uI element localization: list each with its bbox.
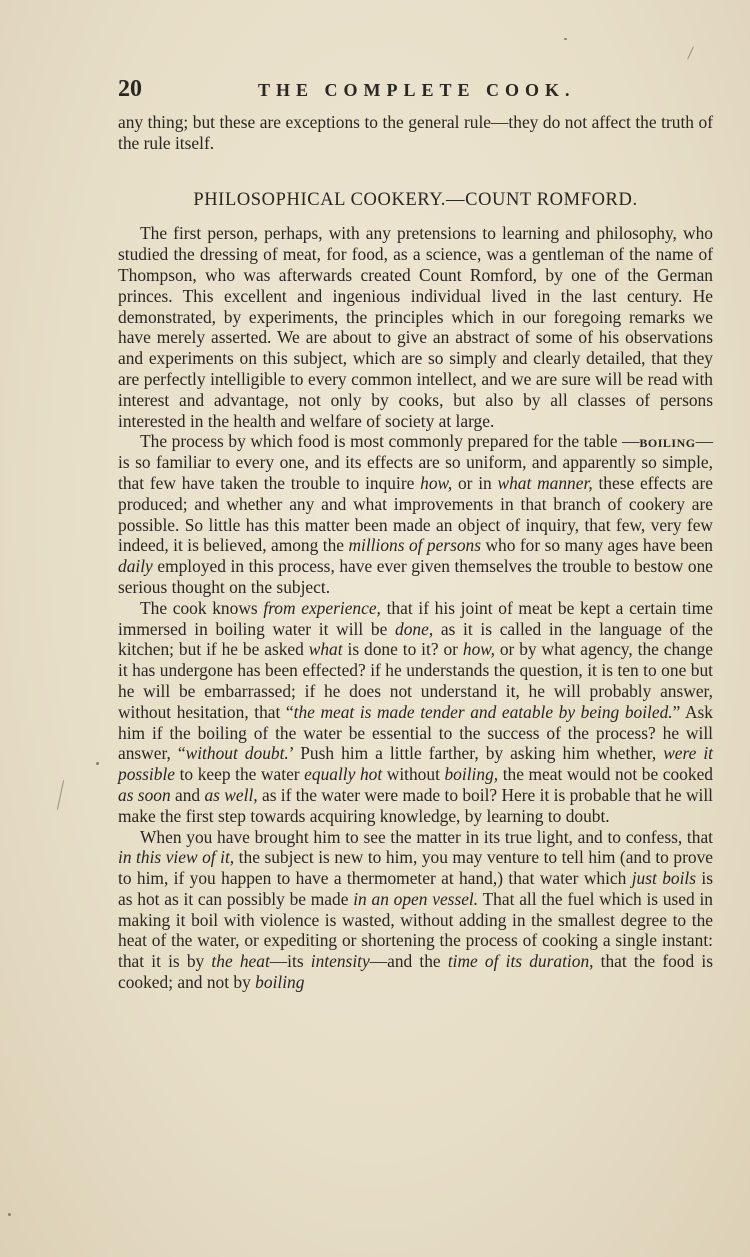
italic-term: what manner, (497, 472, 593, 493)
text-run: to keep the water (175, 764, 305, 785)
paragraph-boiling-process (118, 431, 713, 597)
italic-term: equally hot (304, 764, 383, 785)
paper-speck (96, 762, 99, 765)
text-run: That all the fuel which is used in making it boil with violence is wasted, without adding in the smallest degree to the heat of the water, or expediting or shortening the process of cooking a single instant: that it is by (118, 888, 713, 972)
italic-term: time of its duration, (447, 951, 594, 972)
text-run: ” Ask him if the boiling of the water be essential to the success of the process? he will answer, “ (118, 701, 713, 764)
text-run: employed in this process, have ever given themselves the trouble to bestow one serious thought on the subject. (118, 556, 713, 597)
italic-term: intensity (310, 951, 370, 972)
text-run: or by what agency, the change it has undergone has been effected? if he understands the question, it is ten to one but he will be embarrassed; if he does not understand it, he will probably answer, without hesitation, that “ (118, 639, 714, 722)
text-run: that the food is cooked; and not by (118, 951, 713, 993)
italic-term: the meat is made tender and eatable by being boiled. (293, 701, 673, 722)
text-run: as it is called in the language of the kitchen; but if he be asked (118, 618, 713, 660)
italic-term: from experience, (263, 597, 381, 618)
paper-hairline (687, 46, 694, 59)
text-run: without (382, 764, 445, 785)
italic-term: done, (395, 618, 434, 639)
italic-term: as well, (204, 784, 258, 805)
text-run: ’ Push him a little farther, by asking him whether, (288, 743, 664, 764)
italic-term: in this view of it, (118, 847, 235, 868)
italic-term: in an open vessel. (353, 888, 479, 909)
paper-hairline (57, 780, 64, 810)
italic-term: how, (420, 472, 453, 493)
italic-term: millions of persons (348, 535, 482, 556)
text-run: —and the (369, 951, 448, 972)
italic-term: boiling (255, 972, 305, 993)
text-run: these effects are produced; and whether any and what improvements in that branch of cookery are possible. So little has this matter been made an object of inquiry, that few, very few indeed, it is believed, among the (118, 472, 713, 556)
text-run: is done to it? or (342, 639, 463, 660)
italic-term: just boils (631, 868, 697, 889)
paper-speck (8, 1213, 11, 1216)
running-title: THE COMPLETE COOK. (258, 80, 576, 100)
text-run: When you have brought him to see the matter in its true light, and to confess, that (140, 826, 713, 847)
body-text (118, 112, 713, 993)
text-run: who for so many ages have been (481, 535, 713, 556)
text-run: —is so familiar to every one, and its effects are so uniform, and apparently so simple, that few have taken the trouble to inquire (118, 431, 713, 493)
italic-term: as soon (118, 784, 171, 805)
italic-term: what (308, 639, 343, 660)
section-heading: PHILOSOPHICAL COOKERY.—COUNT ROMFORD. (193, 189, 638, 210)
italic-term: daily (118, 556, 153, 577)
paragraph-rumford-intro: The first person, perhaps, with any pretensions to learning and philosophy, who studied the dressing of meat, for food, as a science, was a gentleman of the name of Thompson, who was afterwards created Count Romford, by one of the German princes. This excellent and ingenious individual lived in the last century. He demonstrated, by experiments, the principles which in our foregoing remarks we have merely asserted. We are about to give an abstract of some of his observations and experiments on this subject, which are so simply and clearly detailed, that they are perfectly intelligible to every common intellect, and we are sure will be read with interest and advantage, not only by cooks, but also by all classes of persons interested in the health and welfare of society at large. (118, 223, 713, 431)
italic-term: the heat (211, 951, 270, 972)
continuation-paragraph: any thing; but these are exceptions to the general rule—they do not affect the truth of the rule itself. (118, 112, 713, 153)
page-header (118, 76, 713, 106)
text-run: the meat would not be cooked (498, 764, 713, 785)
boiling-term: boiling (639, 431, 696, 452)
text-run: The process by which food is most commonly prepared for the table — (140, 431, 640, 452)
text-run: is as hot as it can possibly be made (118, 868, 714, 909)
text-run: as if the water were made to boil? Here it is probable that he will make the first step towards acquiring knowledge, by learning to doubt. (118, 784, 713, 826)
text-run: or in (452, 472, 498, 493)
italic-term: without doubt. (185, 743, 289, 764)
paragraph-true-light (118, 827, 713, 993)
page-number: 20 (118, 76, 142, 102)
italic-term: boiling, (444, 764, 499, 785)
text-run: and (170, 784, 205, 805)
text-run: that if his joint of meat be kept a certain time immersed in boiling water it will be (118, 597, 713, 639)
paper-speck (564, 38, 567, 40)
text-run: —its (269, 951, 311, 972)
italic-term: were it possible (118, 743, 714, 785)
text-run: The cook knows (140, 597, 264, 618)
text-run: the subject is new to him, you may venture to tell him (and to prove to him, if you happen to have a thermometer at hand,) that water which (118, 847, 713, 889)
paragraph-cook-knows (118, 598, 713, 827)
italic-term: how, (462, 639, 495, 660)
